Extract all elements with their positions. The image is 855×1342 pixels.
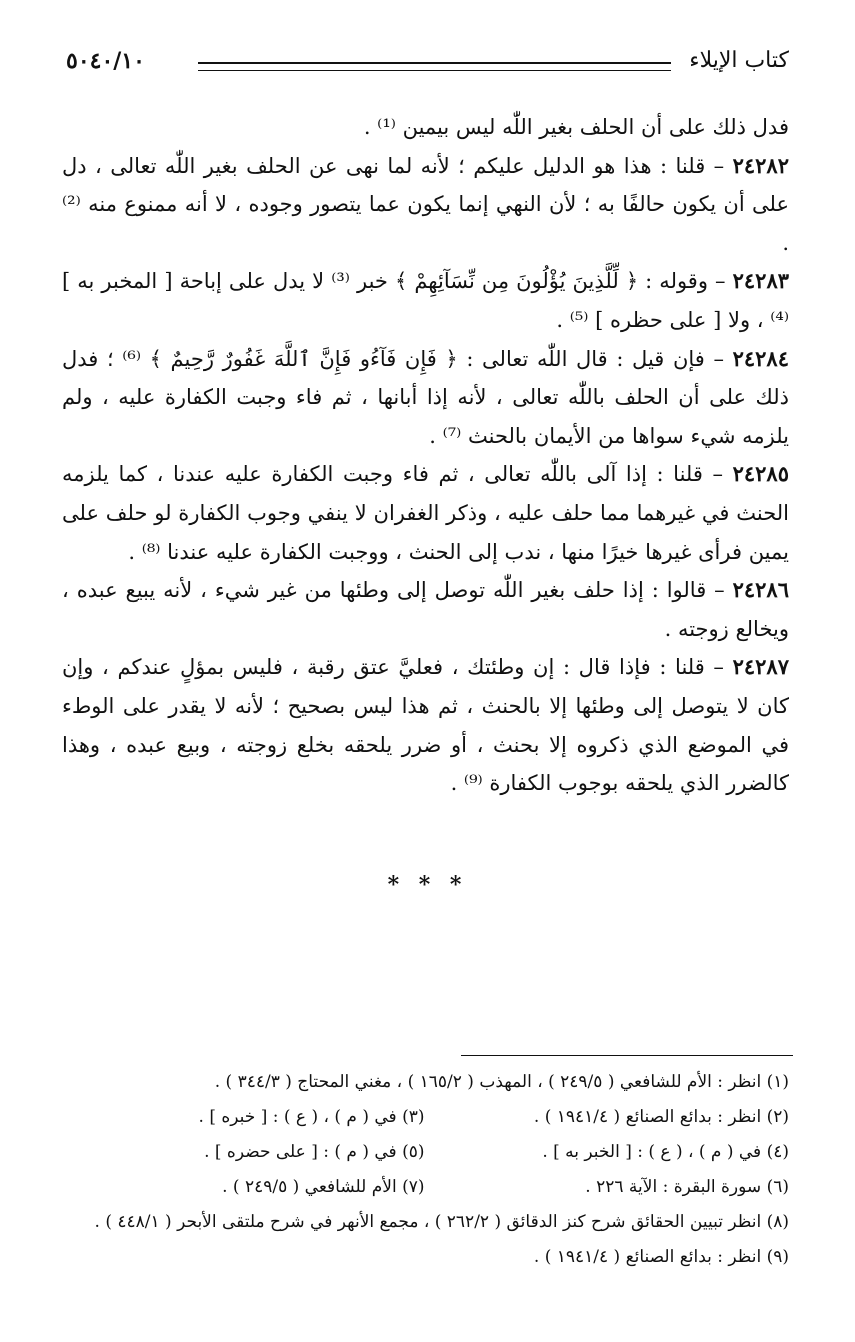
paragraph-number: ٢٤٢٨٣	[732, 268, 790, 294]
footnote-row	[60, 1064, 789, 1099]
footnotes	[60, 1064, 789, 1274]
header-double-rule	[198, 62, 671, 71]
footnote-row	[60, 1239, 789, 1274]
section-separator: * * *	[387, 872, 468, 898]
paragraph	[62, 147, 789, 263]
page-number: ٥٠٤٠/١٠	[66, 48, 145, 74]
footnote-row	[60, 1134, 789, 1169]
paragraph-text: – فإن قيل : قال اللّٰه تعالى : ﴿ فَإِن فَآءُو فَإِنَّ ٱللَّهَ غَفُورٌ رَّحِيمٌ ﴾ ⁽⁶⁾ ؛ فدل ذلك على أن الحلف باللّٰه تعالى ، لأنه إذا أبانها ، ثم فاء وجبت الكفارة عليه ، ولم يلزمه شيء سواها من الأيمان بالحنث ⁽⁷⁾ .	[62, 346, 789, 448]
paragraph-number: ٢٤٢٨٦	[732, 577, 789, 603]
paragraph	[62, 455, 789, 571]
paragraph-text: – قلنا : إذا آلى باللّٰه تعالى ، ثم فاء وجبت الكفارة عليه عندنا ، كما يلزمه الحنث في غيرهما مما حلف عليه ، وذكر الغفران لا ينفي وجوب الكفارة لو حلف على يمين فرأى غيرها خيرًا منها ، ندب إلى الحنث ، ووجبت الكفارة عليه عندنا ⁽⁸⁾ .	[62, 462, 789, 564]
paragraph-number: ٢٤٢٨٤	[732, 345, 789, 371]
footnote: (٥) في ( م ) : [ على حضره ] .	[204, 1141, 425, 1162]
footnote: (٣) في ( م ) ، ( ع ) : [ خبره ] .	[198, 1106, 425, 1127]
paragraph-number: ٢٤٢٨٥	[732, 461, 789, 487]
paragraph-text: – وقوله : ﴿ لِّلَّذِينَ يُؤْلُونَ مِن نِّسَآئِهِمْ ﴾ خبر ⁽³⁾ لا يدل على إباحة [ المخبر به ] ⁽⁴⁾ ، ولا [ على حظره ] ⁽⁵⁾ .	[62, 269, 789, 332]
footnote-row	[60, 1099, 789, 1134]
paragraph-text: – قلنا : هذا هو الدليل عليكم ؛ لأنه لما نهى عن الحلف بغير اللّٰه تعالى ، دل على أن يكون حالفًا به ؛ لأن النهي إنما يكون عما يتصور وجوده ، لا أنه ممنوع منه ⁽²⁾ .	[62, 153, 789, 255]
footnote-row	[60, 1169, 789, 1204]
paragraph-text: – قلنا : فإذا قال : إن وطئتك ، فعليَّ عتق رقبة ، فليس بمؤلٍ عندكم ، وإن كان لا يتوصل إلى وطئها إلا بالحنث ، ثم هذا ليس بصحيح ؛ لأنه لا يقدر على الوطء في الموضع الذي ذكروه إلا بحنث ، أو ضرر يلحقه بخلع زوجته ، وبيع عبده ، وهذا كالضرر الذي يلحقه بوجوب الكفارة ⁽⁹⁾ .	[62, 655, 790, 796]
footnote: (٦) سورة البقرة : الآية ٢٢٦ .	[585, 1176, 789, 1197]
footnote: (٢) انظر : بدائع الصنائع ( ١٩٤١/٤ ) .	[533, 1106, 789, 1127]
paragraph-text: فدل ذلك على أن الحلف بغير اللّٰه ليس بيمين ⁽¹⁾ .	[363, 115, 789, 139]
paragraph	[62, 108, 789, 147]
paragraph	[62, 648, 789, 802]
footnote-row	[60, 1204, 789, 1239]
book-title: كتاب الإيلاء	[689, 48, 789, 73]
footnote-rule	[461, 1055, 793, 1056]
footnote: (١) انظر : الأم للشافعي ( ٢٤٩/٥ ) ، المهذب ( ١٦٥/٢ ) ، مغني المحتاج ( ٣٤٤/٣ ) .	[214, 1071, 789, 1092]
main-text	[62, 108, 789, 803]
footnote: (٧) الأم للشافعي ( ٢٤٩/٥ ) .	[222, 1176, 425, 1197]
footnote: (٤) في ( م ) ، ( ع ) : [ الخبر به ] .	[542, 1141, 789, 1162]
paragraph-number: ٢٤٢٨٧	[732, 654, 789, 680]
paragraph	[62, 571, 789, 648]
paragraph-number: ٢٤٢٨٢	[732, 152, 789, 178]
footnote: (٩) انظر : بدائع الصنائع ( ١٩٤١/٤ ) .	[533, 1246, 789, 1267]
paragraph-text: – قالوا : إذا حلف بغير اللّٰه توصل إلى وطئها من غير شيء ، لأنه يبيع عبده ، ويخالع زوجته .	[62, 578, 789, 641]
footnote: (٨) انظر تبيين الحقائق شرح كنز الدقائق ( ٢٦٢/٢ ) ، مجمع الأنهر في شرح ملتقى الأبحر ( ٤٤٨/١ ) .	[94, 1211, 789, 1232]
paragraph	[62, 340, 789, 456]
paragraph	[62, 262, 789, 339]
running-header	[66, 48, 789, 88]
